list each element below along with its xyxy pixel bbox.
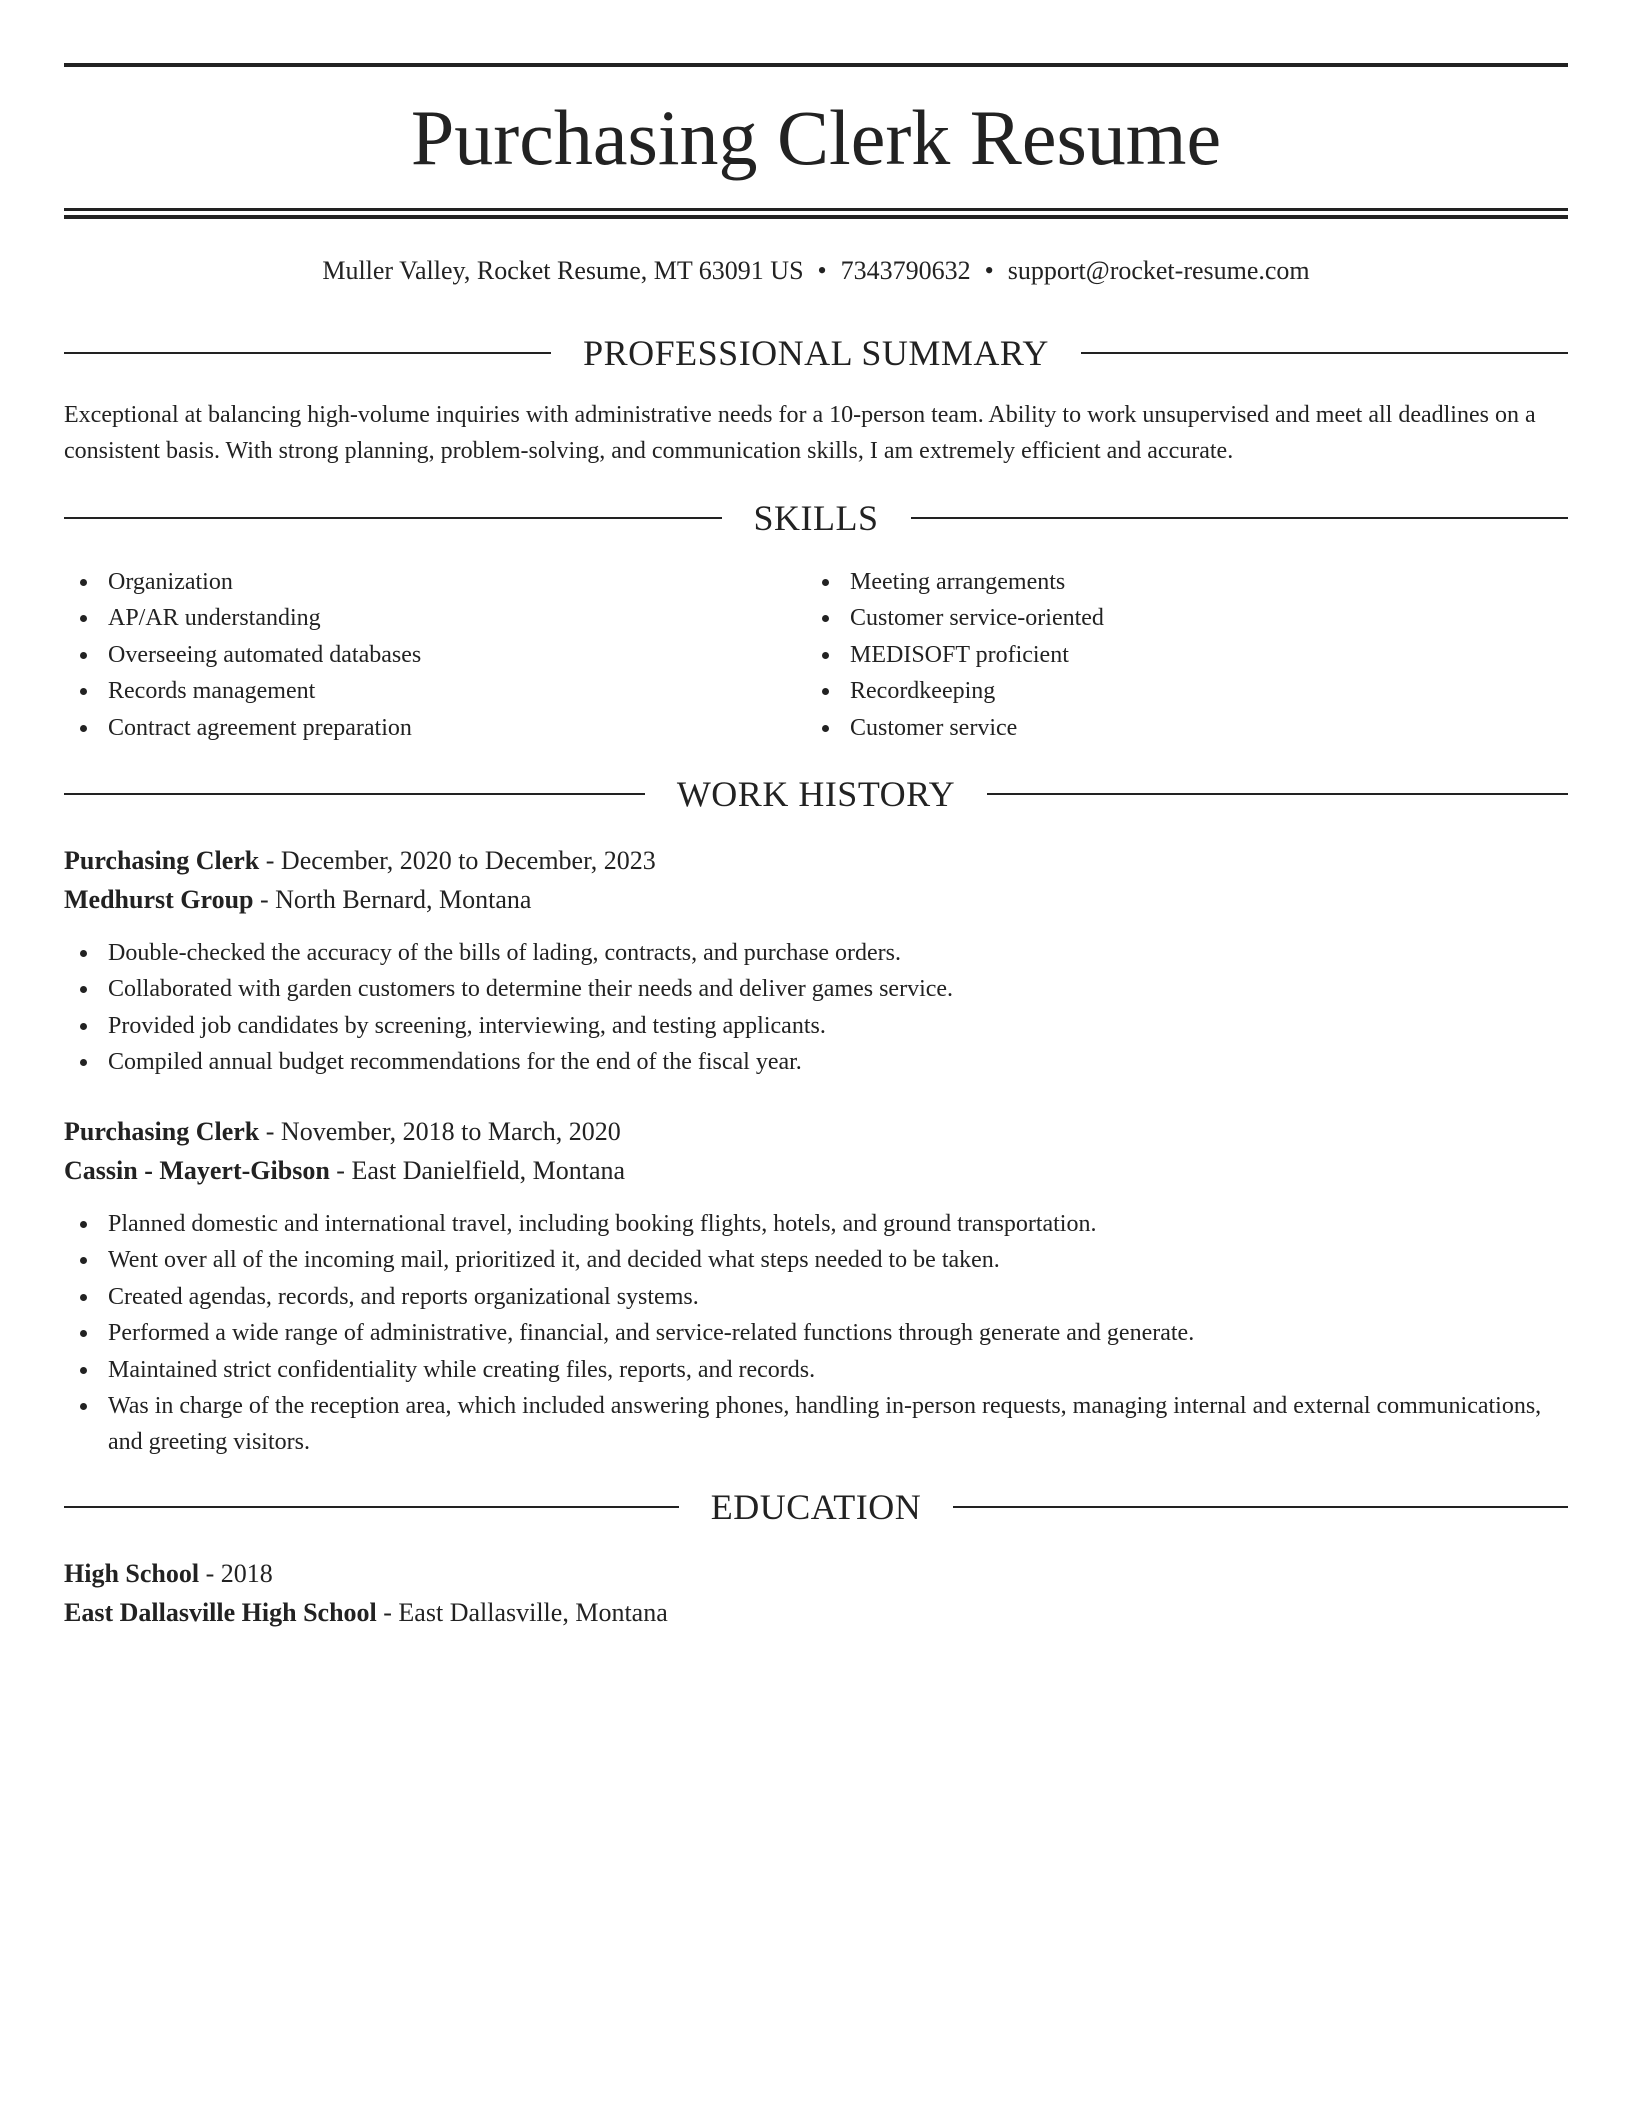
education-school-line	[64, 1594, 1568, 1632]
skill-item: Customer service-oriented	[806, 600, 1546, 636]
contact-phone: 7343790632	[840, 256, 971, 285]
heading-rule-right	[953, 1506, 1568, 1508]
skills-column-left	[64, 564, 804, 746]
skill-item: Organization	[64, 564, 804, 600]
contact-line	[64, 252, 1568, 290]
education-school: East Dallasville High School	[64, 1598, 377, 1627]
education-year: - 2018	[199, 1559, 273, 1588]
skill-item: Meeting arrangements	[806, 564, 1546, 600]
education-degree-line	[64, 1555, 1568, 1593]
skills-list-left	[64, 564, 804, 746]
duty-item: Created agendas, records, and reports organizational systems.	[64, 1279, 1568, 1315]
section-title-work: WORK HISTORY	[676, 774, 956, 814]
section-heading-skills	[64, 495, 1568, 541]
section-title-summary: PROFESSIONAL SUMMARY	[583, 333, 1049, 373]
job-company-line	[64, 1152, 1568, 1190]
contact-address: Muller Valley, Rocket Resume, MT 63091 US	[322, 256, 804, 285]
job-duties	[64, 1206, 1568, 1461]
heading-rule-right	[911, 517, 1569, 519]
heading-rule-left	[64, 793, 645, 795]
header-bottom-rule-1	[64, 208, 1568, 211]
contact-email: support@rocket-resume.com	[1007, 256, 1310, 285]
job-location: - North Bernard, Montana	[253, 885, 532, 914]
job-company-line	[64, 881, 1568, 919]
duties-list	[64, 1206, 1568, 1461]
duty-item: Performed a wide range of administrative, financial, and service-related functions through generate and generate.	[64, 1315, 1568, 1351]
job-title-line	[64, 1113, 1568, 1151]
resume-title: Purchasing Clerk Resume	[410, 94, 1222, 181]
section-heading-work	[64, 771, 1568, 817]
duty-item: Compiled annual budget recommendations for the end of the fiscal year.	[64, 1044, 1568, 1080]
skills-list-right	[806, 564, 1546, 746]
education-location: - East Dallasville, Montana	[376, 1598, 668, 1627]
duty-item: Provided job candidates by screening, interviewing, and testing applicants.	[64, 1008, 1568, 1044]
duties-list	[64, 935, 1568, 1081]
job-location: - East Danielfield, Montana	[329, 1156, 626, 1185]
heading-rule-left	[64, 517, 722, 519]
job-company: Medhurst Group	[64, 885, 254, 914]
section-heading-education	[64, 1484, 1568, 1530]
job-title: Purchasing Clerk	[64, 1117, 260, 1146]
skill-item: Contract agreement preparation	[64, 710, 804, 746]
contact-separator: •	[984, 256, 994, 285]
duty-item: Planned domestic and international travel, including booking flights, hotels, and ground transportation.	[64, 1206, 1568, 1242]
contact-separator: •	[817, 256, 827, 285]
duty-item: Was in charge of the reception area, which included answering phones, handling in-person requests, managing internal and external communications, and greeting visitors.	[64, 1388, 1568, 1461]
section-heading-summary	[64, 330, 1568, 376]
heading-rule-left	[64, 1506, 679, 1508]
summary-text: Exceptional at balancing high-volume inquiries with administrative needs for a 10-person team. Ability to work unsupervised and meet all deadlines on a consistent basis. With strong planning, problem-solving, and communication skills, I am extremely efficient and accurate.	[64, 402, 1536, 464]
job-duties	[64, 935, 1568, 1081]
duty-item: Double-checked the accuracy of the bills of lading, contracts, and purchase orders.	[64, 935, 1568, 971]
job-company: Cassin - Mayert-Gibson	[64, 1156, 330, 1185]
job-dates: - November, 2018 to March, 2020	[259, 1117, 621, 1146]
section-title-education: EDUCATION	[710, 1487, 922, 1527]
heading-rule-right	[1081, 352, 1568, 354]
header-bottom-rule-2	[64, 215, 1568, 219]
job-dates: - December, 2020 to December, 2023	[259, 846, 656, 875]
skill-item: Overseeing automated databases	[64, 637, 804, 673]
job-title-line	[64, 842, 1568, 880]
heading-rule-right	[987, 793, 1568, 795]
skills-column-right	[806, 564, 1546, 746]
duty-item: Collaborated with garden customers to determine their needs and deliver games service.	[64, 971, 1568, 1007]
job-title: Purchasing Clerk	[64, 846, 260, 875]
header-top-rule	[64, 63, 1568, 67]
section-title-skills: SKILLS	[753, 498, 879, 538]
duty-item: Went over all of the incoming mail, prioritized it, and decided what steps needed to be taken.	[64, 1242, 1568, 1278]
duty-item: Maintained strict confidentiality while creating files, reports, and records.	[64, 1352, 1568, 1388]
heading-rule-left	[64, 352, 551, 354]
skill-item: Customer service	[806, 710, 1546, 746]
skill-item: Records management	[64, 673, 804, 709]
education-degree: High School	[64, 1559, 200, 1588]
skill-item: Recordkeeping	[806, 673, 1546, 709]
skill-item: AP/AR understanding	[64, 600, 804, 636]
skill-item: MEDISOFT proficient	[806, 637, 1546, 673]
